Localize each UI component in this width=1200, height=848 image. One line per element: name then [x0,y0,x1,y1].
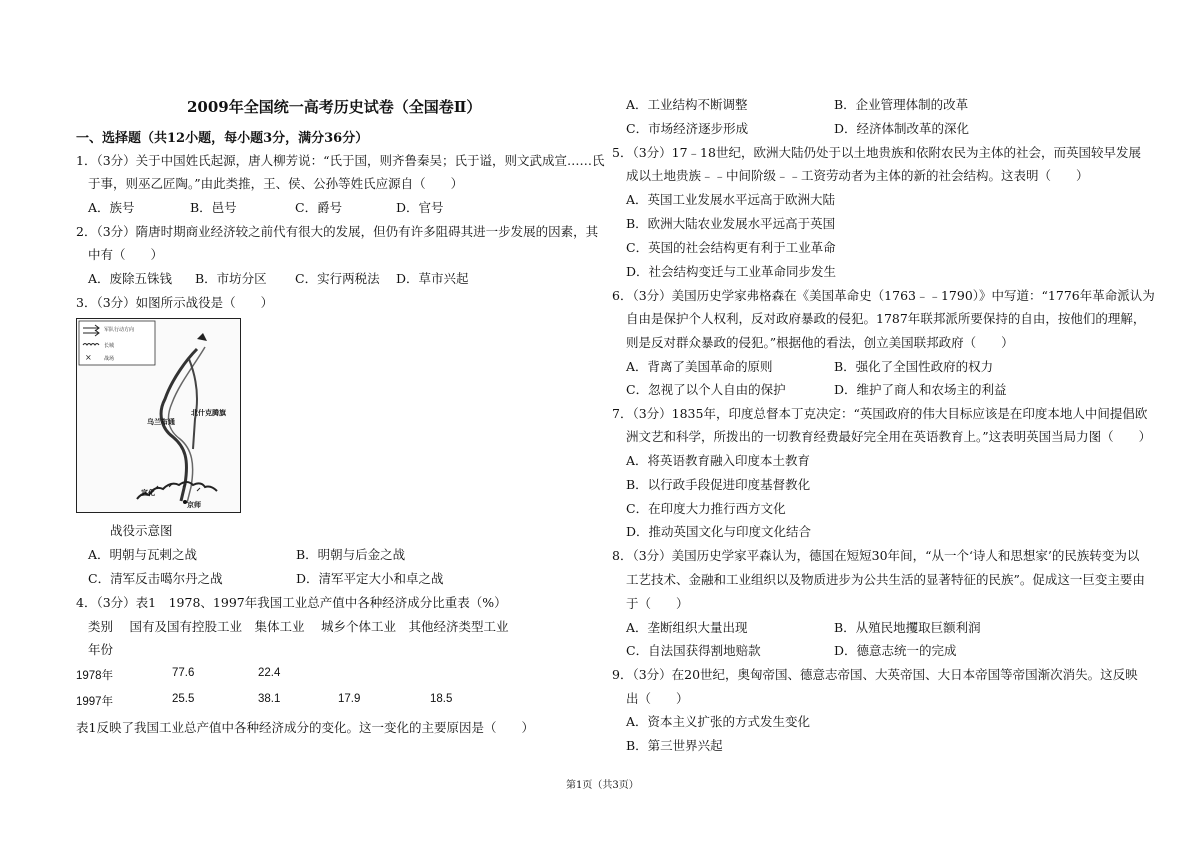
q6-stem-line1: 6．（3分）美国历史学家弗格森在《美国革命史（1763﹣﹣1790）》中写道：“1776年革命派认为 [612,288,1155,303]
q2-stem-line1: 2．（3分）隋唐时期商业经济较之前代有很大的发展，但仍有许多阻碍其进一步发展的因素，其 [76,224,599,239]
q6-option-c: C．忽视了以个人自由的保护 [626,382,786,397]
q5-stem-line1: 5．（3分）17﹣18世纪，欧洲大陆仍处于以土地贵族和依附农民为主体的社会，而英国较早发展 [612,145,1141,160]
q6-stem-line2: 自由是保护个人权利，反对政府暴政的侵犯。1787年联邦派所要保持的自由，按他们的理解， [626,311,1146,326]
q8-option-c: C．自法国获得割地赔款 [626,643,761,658]
q6-stem-line3: 则是反对群众暴政的侵犯。”根据他的看法，创立美国联邦政府（ ） [626,335,1014,350]
q5-option-b: B．欧洲大陆农业发展水平远高于英国 [626,216,836,231]
table-cell: 25.5 [172,693,195,705]
q1-stem-line2: 于事，则巫乙匠陶。”由此类推，王、侯、公孙等姓氏应源自（ ） [88,176,464,191]
q8-stem-line1: 8．（3分）美国历史学家平森认为，德国在短短30年间，“从一个‘诗人和思想家’的民族转变为以 [612,548,1140,563]
legend-label-wall: 长城 [104,343,115,349]
q3-option-c: C．清军反击噶尔丹之战 [88,571,223,586]
q8-stem-line2: 工艺技术、金融和工业组织以及物质进步为公共生活的显著特征的民族”。促成这一巨变主要由 [626,572,1145,587]
q6-option-b: B．强化了全国性政府的权力 [834,359,994,374]
q1-option-b: B．邑号 [190,200,237,215]
q9-option-a: A．资本主义扩张的方式发生变化 [626,714,811,729]
table-cell: 18.5 [430,693,453,705]
q1-option-c: C．爵号 [295,200,343,215]
q7-option-c: C．在印度大力推行西方文化 [626,501,786,516]
table-year-label: 年份 [88,642,114,657]
table-header: 类别 国有及国有控股工业 集体工业 城乡个体工业 其他经济类型工业 [88,619,509,634]
figure-caption: 战役示意图 [110,523,173,538]
q5-option-d: D．社会结构变迁与工业革命同步发生 [626,264,837,279]
q7-stem-line1: 7．（3分）1835年，印度总督本丁克决定：“英国政府的伟大目标应该是在印度本地人中间提倡欧 [612,406,1148,421]
q2-option-d: D．草市兴起 [396,271,469,286]
q7-option-b: B．以行政手段促进印度基督教化 [626,477,811,492]
map-label-jingshi: 京师 [187,500,201,509]
q2-option-c: C．实行两税法 [295,271,380,286]
map-label-xuanhua: 宣化 [141,488,155,497]
q6-option-a: A．背离了美国革命的原则 [626,359,773,374]
q4-stem: 4．（3分）表1 1978、1997年我国工业总产值中各种经济成分比重表（%） [76,595,507,610]
legend-label-movement: 军队行动方向 [104,327,135,333]
table-cell: 77.6 [172,667,195,679]
q9-option-b: B．第三世界兴起 [626,738,723,753]
battle-map-drawing [77,319,240,512]
battle-map [76,318,241,513]
q8-option-b: B．从殖民地攫取巨额利润 [834,620,981,635]
q8-stem-line3: 于（ ） [626,596,689,611]
q3-stem: 3．（3分）如图所示战役是（ ） [76,295,274,310]
q4-option-a: A．工业结构不断调整 [626,97,748,112]
q2-stem-line2: 中有（ ） [88,247,164,262]
q3-option-a: A．明朝与瓦剌之战 [88,547,198,562]
q7-option-a: A．将英语教育融入印度本土教育 [626,453,811,468]
page-title: 2009年全国统一高考历史试卷（全国卷Ⅱ） [187,98,482,116]
q4-option-c: C．市场经济逐步形成 [626,121,749,136]
table-row-year: 1978年 [76,670,114,682]
q2-option-a: A．废除五铢钱 [88,271,173,286]
q8-option-a: A．垄断组织大量出现 [626,620,748,635]
battle-icon: × [85,353,92,362]
legend-label-battle: 战场 [104,356,115,362]
q6-option-d: D．维护了商人和农场主的利益 [834,382,1007,397]
q3-option-b: B．明朝与后金之战 [296,547,406,562]
table-cell: 22.4 [258,667,281,679]
q5-option-c: C．英国的社会结构更有利于工业革命 [626,240,836,255]
q1-option-d: D．官号 [396,200,444,215]
table-cell: 38.1 [258,693,281,705]
q5-stem-line2: 成以土地贵族﹣﹣中间阶级﹣﹣工资劳动者为主体的新的社会结构。这表明（ ） [626,168,1089,183]
q2-option-b: B．市坊分区 [195,271,267,286]
q1-stem-line1: 1．（3分）关于中国姓氏起源，唐人柳芳说：“氏于国，则齐鲁秦吴；氏于谥，则文武成宣……氏 [76,153,605,168]
q1-option-a: A．族号 [88,200,135,215]
q9-stem-line1: 9．（3分）在20世纪，奥匈帝国、德意志帝国、大英帝国、大日本帝国等帝国渐次消失。这反映 [612,667,1138,682]
q4-stem-line2: 表1反映了我国工业总产值中各种经济成分的变化。这一变化的主要原因是（ ） [76,720,534,735]
table-row-year: 1997年 [76,696,114,708]
q9-stem-line2: 出（ ） [626,691,689,706]
table-cell: 17.9 [338,693,361,705]
map-label-wulanbutong: 乌兰布通 [147,417,175,426]
q5-option-a: A．英国工业发展水平远高于欧洲大陆 [626,192,836,207]
map-label-beishiketengqi: 北什克腾旗 [191,408,226,417]
q7-stem-line2: 洲文艺和科学，所拨出的一切教育经费最好完全用在英语教育上。”这表明英国当局力图（ ） [626,429,1152,444]
section-heading: 一、选择题（共12小题，每小题3分，满分36分） [76,131,369,146]
q7-option-d: D．推动英国文化与印度文化结合 [626,524,812,539]
q3-option-d: D．清军平定大小和卓之战 [296,571,444,586]
page-number: 第1页（共3页） [566,780,639,791]
q4-option-d: D．经济体制改革的深化 [834,121,970,136]
q8-option-d: D．德意志统一的完成 [834,643,957,658]
q4-option-b: B．企业管理体制的改革 [834,97,969,112]
